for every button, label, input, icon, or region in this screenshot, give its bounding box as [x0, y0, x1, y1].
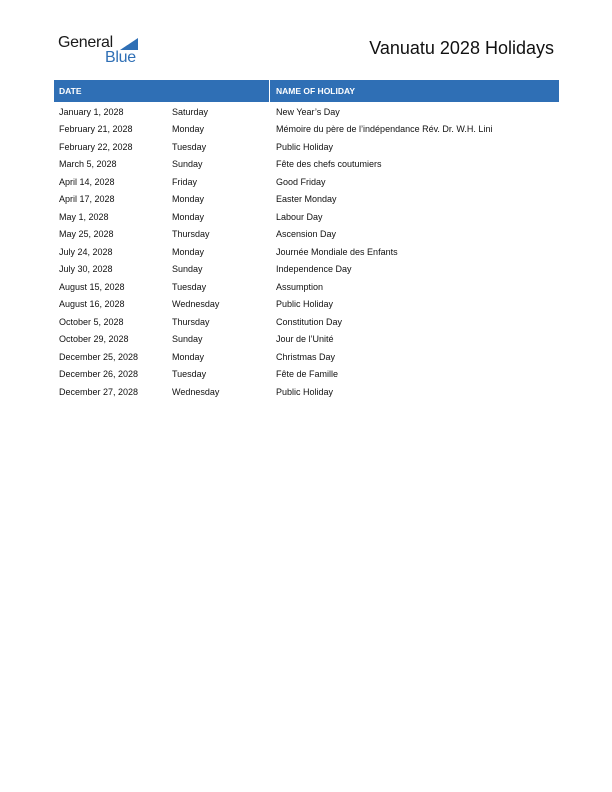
holiday-date: August 15, 2028 — [59, 281, 125, 292]
table-row — [54, 208, 559, 226]
holiday-name: Public Holiday — [276, 141, 334, 152]
holiday-weekday: Monday — [172, 194, 205, 205]
table-row — [54, 296, 559, 314]
holiday-name: New Year’s Day — [276, 106, 340, 117]
holiday-weekday: Saturday — [172, 106, 209, 117]
table-row — [54, 278, 559, 296]
table-row — [54, 138, 559, 156]
holiday-name: Constitution Day — [276, 316, 343, 327]
holiday-date: December 25, 2028 — [59, 351, 139, 362]
holiday-weekday: Monday — [172, 124, 205, 135]
holiday-date: February 21, 2028 — [59, 124, 133, 135]
table-row — [54, 173, 559, 191]
holiday-table — [54, 80, 559, 401]
holiday-name: Easter Monday — [276, 194, 337, 205]
holiday-date: August 16, 2028 — [59, 299, 125, 310]
holiday-date: February 22, 2028 — [59, 141, 133, 152]
holiday-weekday: Friday — [172, 176, 198, 187]
holiday-date: October 29, 2028 — [59, 334, 129, 345]
table-row — [54, 348, 559, 366]
holiday-name: Assumption — [276, 281, 324, 292]
generalblue-logo — [58, 34, 158, 68]
table-row — [54, 226, 559, 244]
holiday-date: October 5, 2028 — [59, 316, 124, 327]
table-row — [54, 121, 559, 139]
holiday-weekday: Monday — [172, 246, 205, 257]
holiday-name: Independence Day — [276, 264, 352, 275]
holiday-date: April 17, 2028 — [59, 194, 115, 205]
holiday-weekday: Sunday — [172, 334, 203, 345]
table-row — [54, 383, 559, 401]
holiday-date: January 1, 2028 — [59, 106, 124, 117]
table-row — [54, 313, 559, 331]
table-row — [54, 366, 559, 384]
holiday-name: Labour Day — [276, 211, 323, 222]
holiday-weekday: Thursday — [172, 229, 210, 240]
holiday-date: July 30, 2028 — [59, 264, 113, 275]
holiday-date: December 27, 2028 — [59, 386, 139, 397]
logo-word-blue: Blue — [105, 49, 136, 66]
holiday-weekday: Sunday — [172, 159, 203, 170]
holiday-date: March 5, 2028 — [59, 159, 117, 170]
header-holiday-name: NAME OF HOLIDAY — [276, 86, 356, 96]
holiday-name: Fête de Famille — [276, 369, 339, 380]
table-row — [54, 243, 559, 261]
logo-word-general: General — [58, 34, 113, 51]
holiday-weekday: Monday — [172, 211, 205, 222]
holiday-name: Public Holiday — [276, 386, 334, 397]
table-row — [54, 191, 559, 209]
holiday-date: July 24, 2028 — [59, 246, 113, 257]
holiday-date: May 1, 2028 — [59, 211, 109, 222]
page-title: Vanuatu 2028 Holidays — [369, 38, 554, 58]
holiday-weekday: Sunday — [172, 264, 203, 275]
table-row — [54, 261, 559, 279]
holiday-date: December 26, 2028 — [59, 369, 139, 380]
holiday-weekday: Wednesday — [172, 386, 220, 397]
holiday-name: Mémoire du père de l’indépendance Rév. Dr. W.H. Lini — [276, 124, 493, 135]
holiday-name: Christmas Day — [276, 351, 336, 362]
holiday-name: Good Friday — [276, 176, 326, 187]
header-date: DATE — [54, 80, 270, 102]
holiday-name: Fête des chefs coutumiers — [276, 159, 382, 170]
holiday-date: April 14, 2028 — [59, 176, 115, 187]
holiday-date: May 25, 2028 — [59, 229, 114, 240]
holiday-weekday: Monday — [172, 351, 205, 362]
holiday-weekday: Tuesday — [172, 281, 207, 292]
holiday-weekday: Tuesday — [172, 369, 207, 380]
table-header — [54, 80, 559, 102]
holiday-name: Public Holiday — [276, 299, 334, 310]
table-row — [54, 103, 559, 121]
holiday-weekday: Wednesday — [172, 299, 220, 310]
holiday-name: Journée Mondiale des Enfants — [276, 246, 398, 257]
holiday-name: Jour de l’Unité — [276, 334, 334, 345]
table-row — [54, 331, 559, 349]
table-row — [54, 156, 559, 174]
holiday-weekday: Thursday — [172, 316, 210, 327]
holiday-name: Ascension Day — [276, 229, 337, 240]
table-body — [54, 102, 559, 401]
holiday-weekday: Tuesday — [172, 141, 207, 152]
